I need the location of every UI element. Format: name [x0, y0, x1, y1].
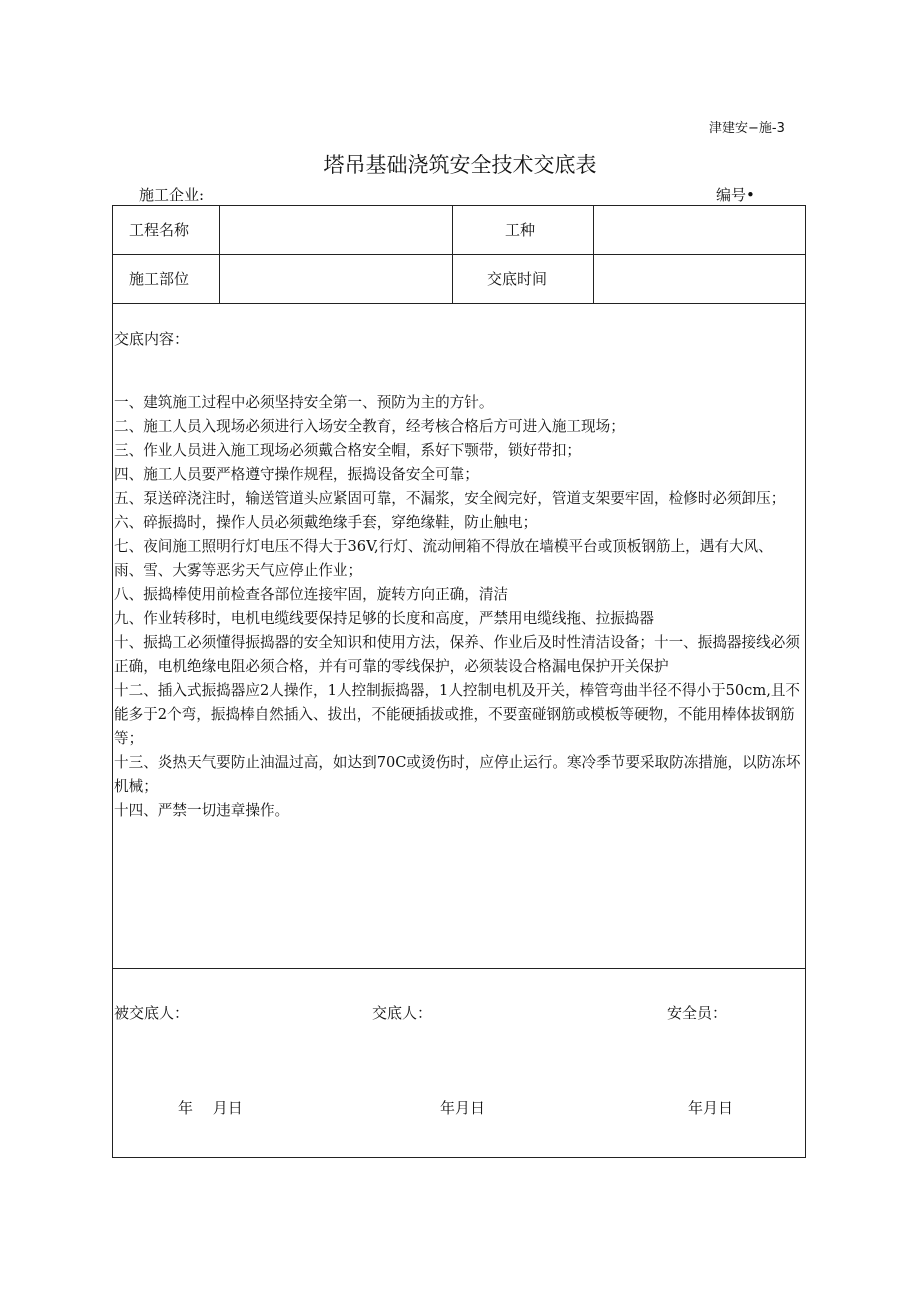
content-label: 交底内容：	[114, 330, 190, 348]
location-field[interactable]	[221, 257, 450, 301]
project-name-field[interactable]	[221, 208, 450, 252]
list-item: 十二、插入式振捣器应2人操作，1人控制振捣器，1人控制电机及开关，棒管弯曲半径不得小于50cm,且不能多于2个弯，振捣棒自然插入、拔出，不能硬插拔或推，不要蛮碰钢筋或模板等硬物，不能用棒体拔钢筋等；	[114, 682, 801, 747]
list-item: 二、施工人员入现场必须进行入场安全教育，经考核合格后方可进入施工现场；	[114, 418, 625, 435]
list-item: 五、泵送碎浇注时，输送管道头应紧固可靠，不漏浆，安全阀完好，管道支架要牢固，检修时必须卸压；	[114, 490, 786, 507]
project-name-label: 工程名称	[129, 221, 190, 239]
list-item: 十四、严禁一切违章操作。	[114, 802, 290, 819]
list-item: 六、碎振捣时，操作人员必须戴绝缘手套，穿绝缘鞋，防止触电；	[114, 514, 538, 531]
giver-date: 年月日	[440, 1099, 486, 1117]
list-item: 四、施工人员要严格遵守操作规程，振捣设备安全可靠；	[114, 466, 479, 483]
safety-officer-label: 安全员：	[667, 1004, 728, 1022]
safety-officer-date: 年月日	[688, 1099, 734, 1117]
column-divider	[219, 206, 220, 303]
row-divider	[113, 303, 805, 304]
content-list	[113, 391, 805, 823]
location-label: 施工部位	[129, 270, 190, 288]
list-item: 十、振捣工必须懂得振捣器的安全知识和使用方法，保养、作业后及时性清洁设备；十一、振捣器接线必须正确，电机绝缘电阻必须合格，并有可靠的零线保护，必须装设合格漏电保护开关保护	[114, 634, 800, 675]
list-item: 十三、炎热天气要防止油温过高，如达到70C或烫伤时，应停止运行。寒冷季节要采取防冻措施，以防冻坏机械；	[114, 754, 801, 795]
receiver-label: 被交底人：	[114, 1004, 190, 1022]
page-title: 塔吊基础浇筑安全技术交底表	[323, 153, 597, 177]
list-item: 一、建筑施工过程中必须坚持安全第一、预防为主的方针。	[114, 394, 494, 411]
row-divider	[113, 254, 805, 255]
column-divider	[593, 206, 594, 303]
work-type-label: 工种	[505, 221, 536, 239]
handover-time-field[interactable]	[595, 257, 803, 301]
list-item: 三、作业人员进入施工现场必须戴合格安全帽，系好下颚带，锁好带扣；	[114, 442, 582, 459]
receiver-date: 年 月日	[178, 1099, 243, 1117]
serial-number-label: 编号•	[716, 186, 755, 204]
work-type-field[interactable]	[595, 208, 803, 252]
list-item: 七、夜间施工照明行灯电压不得大于36V,行灯、流动闸箱不得放在墙模平台或顶板钢筋上，遇有大风、雨、雪、大雾等恶劣天气应停止作业；	[114, 538, 773, 579]
company-label: 施工企业:	[139, 186, 205, 204]
handover-time-label: 交底时间	[487, 270, 548, 288]
row-divider	[113, 968, 805, 969]
form-code: 津建安−施-3	[709, 121, 785, 136]
column-divider	[452, 206, 453, 303]
list-item: 九、作业转移时，电机电缆线要保持足够的长度和高度，严禁用电缆线拖、拉振捣器	[114, 610, 654, 627]
list-item: 八、振捣棒使用前检查各部位连接牢固，旋转方向正确，清洁	[114, 586, 509, 603]
giver-label: 交底人：	[372, 1004, 433, 1022]
handover-table	[112, 205, 806, 1158]
